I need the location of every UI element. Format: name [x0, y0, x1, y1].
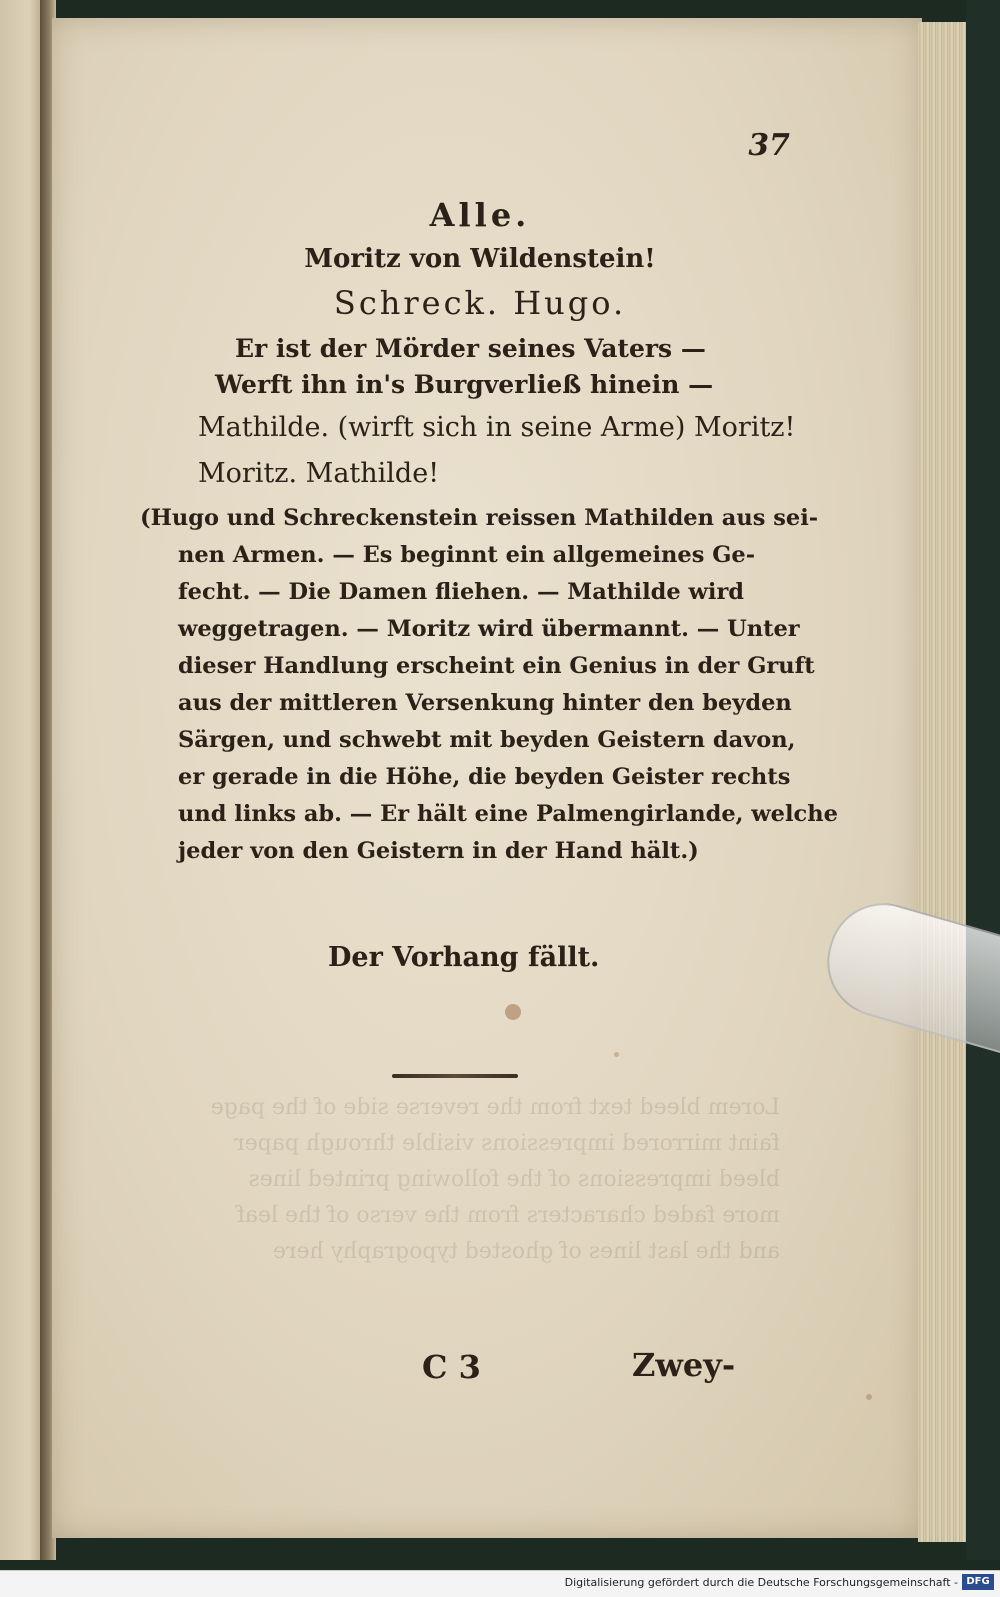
- stage-direction-line: (Hugo und Schreckenstein reissen Mathilden aus sei-: [140, 505, 819, 531]
- curtain-line: Der Vorhang fällt.: [328, 942, 600, 973]
- show-through-text: Lorem bleed text from the reverse side of the page faint mirrored impressions visible through paper bleed impressions of the following printed lines more faded characters from the verso of the leaf and the last lines of ghosted typography here: [210, 1095, 780, 1264]
- speaker-heading: Alle.: [429, 196, 531, 234]
- signature-mark: C 3: [422, 1348, 481, 1386]
- stage-direction-line: aus der mittleren Versenkung hinter den beyden: [178, 690, 792, 716]
- stage-direction-line: nen Armen. — Es beginnt ein allgemeines Ge-: [178, 542, 756, 568]
- foxing-spot: [614, 1052, 619, 1057]
- foxing-spot: [505, 1004, 521, 1020]
- page-block-edge: [918, 22, 966, 1542]
- dfg-logo: DFG: [962, 1574, 994, 1590]
- verse-line: Werft ihn in's Burgverließ hinein —: [215, 370, 714, 399]
- speaker-line: Mathilde. (wirft sich in seine Arme) Moritz!: [198, 412, 796, 443]
- foxing-spot: [866, 1394, 872, 1400]
- stage-direction-line: Särgen, und schwebt mit beyden Geistern davon,: [178, 727, 796, 753]
- stage-direction-line: dieser Handlung erscheint ein Genius in der Gruft: [178, 653, 815, 679]
- stage-direction-line: er gerade in die Höhe, die beyden Geister rechts: [178, 764, 791, 790]
- verse-line: Moritz von Wildenstein!: [304, 244, 656, 274]
- stage-direction-line: und links ab. — Er hält eine Palmengirlande, welche: [178, 801, 838, 827]
- speaker-line: Moritz. Mathilde!: [198, 458, 440, 489]
- section-rule: [392, 1074, 518, 1078]
- speaker-line: Schreck. Hugo.: [333, 284, 627, 322]
- stage-direction-line: fecht. — Die Damen fliehen. — Mathilde wird: [178, 579, 745, 605]
- funding-credit: Digitalisierung gefördert durch die Deutsche Forschungsgemeinschaft -: [564, 1576, 958, 1589]
- page-number: 37: [744, 128, 793, 163]
- scan-background: [966, 0, 1000, 1560]
- stage-direction-line: jeder von den Geistern in der Hand hält.): [178, 838, 699, 864]
- verse-line: Er ist der Mörder seines Vaters —: [235, 334, 706, 363]
- catchword: Zwey-: [632, 1346, 736, 1384]
- stage-direction: [140, 500, 838, 870]
- stage-direction-line: weggetragen. — Moritz wird übermannt. — Unter: [178, 616, 800, 642]
